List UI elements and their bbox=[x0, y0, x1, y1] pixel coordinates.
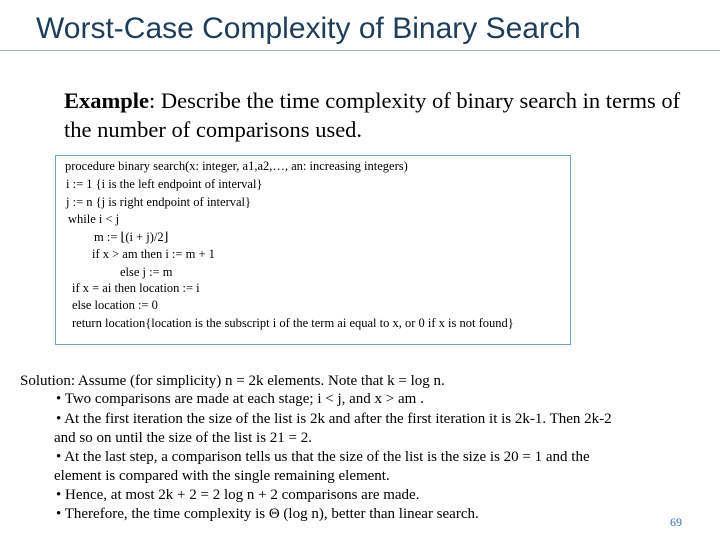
pseudocode-box bbox=[55, 155, 571, 345]
code-line: i := 1 {i is the left endpoint of interval} bbox=[66, 177, 263, 191]
code-line: else j := m bbox=[120, 265, 173, 279]
example-text: : Describe the time complexity of binary search in terms of the number of comparisons used. bbox=[64, 88, 681, 142]
solution-bullet: • At the first iteration the size of the list is 2k and after the first iteration it is 2k-1. Then 2k-2 bbox=[56, 411, 612, 427]
code-line: while i < j bbox=[68, 212, 120, 226]
solution-bullet: • Two comparisons are made at each stage; i < j, and x > am . bbox=[56, 391, 424, 407]
solution-bullet: • Hence, at most 2k + 2 = 2 log n + 2 comparisons are made. bbox=[56, 487, 420, 503]
solution-line: and so on until the size of the list is 21 = 2. bbox=[54, 430, 313, 446]
code-line: return location{location is the subscript i of the term ai equal to x, or 0 if x is not found} bbox=[72, 316, 514, 330]
title-divider bbox=[0, 50, 720, 51]
code-line: m := ⌊(i + j)/2⌋ bbox=[94, 230, 169, 244]
example-label: Example bbox=[64, 88, 150, 113]
solution-bullet: • Therefore, the time complexity is Θ (log n), better than linear search. bbox=[56, 506, 479, 522]
page-number: 69 bbox=[670, 515, 682, 529]
example-paragraph bbox=[64, 86, 694, 144]
slide-title: Worst-Case Complexity of Binary Search bbox=[36, 12, 581, 45]
code-line: else location := 0 bbox=[72, 298, 158, 312]
code-line: if x > am then i := m + 1 bbox=[92, 247, 215, 261]
code-line: if x = ai then location := i bbox=[72, 281, 200, 295]
solution-line: element is compared with the single remaining element. bbox=[54, 468, 390, 484]
code-line: j := n {j is right endpoint of interval} bbox=[66, 195, 251, 209]
solution-bullet: • At the last step, a comparison tells us that the size of the list is the size is 20 = 1 and the bbox=[56, 449, 590, 465]
code-line: procedure binary search(x: integer, a1,a2,…, an: increasing integers) bbox=[65, 159, 408, 173]
solution-line: Solution: Assume (for simplicity) n = 2k elements. Note that k = log n. bbox=[20, 373, 445, 389]
